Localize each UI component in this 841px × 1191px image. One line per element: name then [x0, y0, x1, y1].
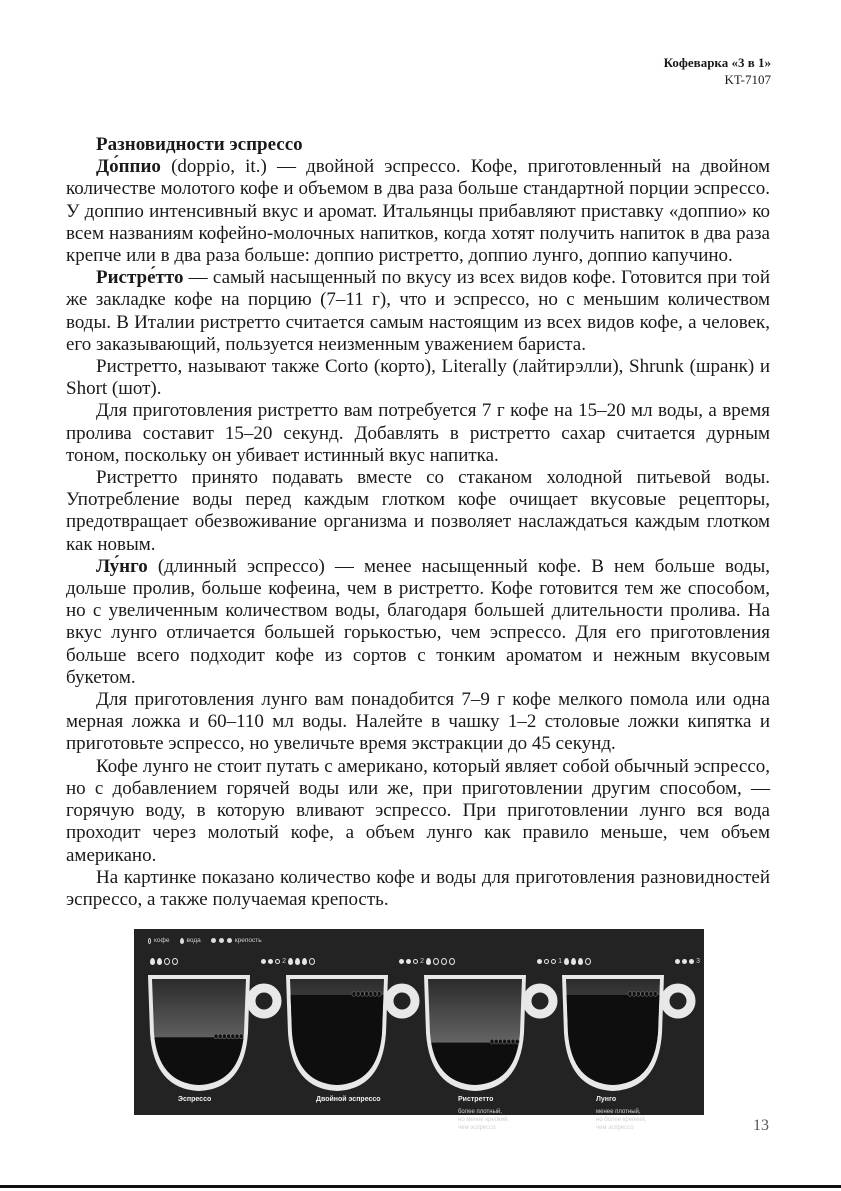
term-doppio: До́ппио	[96, 156, 161, 178]
cup-note: более плотный, но менее крепкий, чем эспрессо	[458, 1109, 509, 1131]
ingredients-icons	[150, 958, 178, 965]
paragraph-lungo-americano: Кофе лунго не стоит путать с американо, который являет собой обычный эспрессо, но с добавлением горячей воды или же, при приготовлении другим способом, — горячую воду, в которую вливают эспрессо. При приготовлении лунго вся вода проходит через молотый кофе, а объем лунго как правило меньше, чем объем американо.	[66, 755, 770, 866]
cup-illustration	[424, 971, 562, 1093]
paragraph-doppio: До́ппио (doppio, it.) — двойной эспрессо. Кофе, приготовленный на двойном количестве молотого кофе и объемом в два раза больше стандартной порции эспрессо. У доппио интенсивный вкус и аромат. Итальянцы прибавляют приставку «доппио» ко всем названиям кофейно-молочных напитков, когда хотят получить напиток в два раза крепче или в два раза больше: доппио ристретто, доппио лунго, доппио капучино.	[66, 156, 770, 267]
crema-bead	[369, 992, 373, 997]
cup-card	[562, 957, 700, 1131]
coffee-fill	[286, 995, 388, 1091]
paragraph-lungo-recipe: Для приготовления лунго вам понадобится 7–9 г кофе мелкого помола или одна мерная ложка и 60–110 мл воды. Налейте в чашку 1–2 столовые ложки кипятка и приготовьте эспрессо, но увеличьте время экстракции до 45 секунд.	[66, 689, 770, 755]
crema-bead	[214, 1034, 218, 1039]
crema-bead	[218, 1034, 222, 1039]
strength-indicator	[399, 958, 424, 965]
ingredients-icons	[288, 958, 315, 965]
legend-water: вода	[186, 937, 201, 944]
cup-illustration	[286, 971, 424, 1093]
crema-bead	[653, 992, 657, 997]
crema-bead	[235, 1034, 239, 1039]
ingredients-icons	[426, 958, 455, 965]
coffee-bean-icon	[148, 938, 151, 944]
coffee-fill	[148, 1037, 250, 1091]
header-model: KT-7107	[724, 72, 771, 87]
coffee-fill	[562, 995, 664, 1091]
page-bottom-rule	[0, 1185, 841, 1188]
paragraph-ristretto-names: Ристретто, называют также Corto (корто), Literally (лайтирэлли), Shrunk (шранк) и Short (шот).	[66, 356, 770, 400]
article	[66, 134, 770, 911]
crema-bead	[636, 992, 640, 997]
crema-bead	[231, 1034, 235, 1039]
crema-bead	[507, 1039, 511, 1044]
cup-name: Ристретто	[458, 1096, 494, 1103]
crema-bead	[490, 1039, 494, 1044]
crema-bead	[498, 1039, 502, 1044]
paragraph-figure-intro: На картинке показано количество кофе и воды для приготовления разновидностей эспрессо, а также получаемая крепость.	[66, 866, 770, 910]
crema-bead	[377, 992, 381, 997]
crema-bead	[645, 992, 649, 997]
crema-bead	[628, 992, 632, 997]
cup-handle	[527, 988, 553, 1014]
infographic-legend	[148, 937, 262, 944]
paragraph-lungo: Лу́нго (длинный эспрессо) — менее насыщенный кофе. В нем больше воды, дольше пролив, больше кофеина, чем в ристретто. Кофе готовится тем же способом, но с увеличенным количеством воды, благодаря большей длительности пролива. На вкус лунго отличается большей горькостью, чем эспрессо. Для его приготовления больше всего подходит кофе из сортов с тонким ароматом и нежным вкусовым букетом.	[66, 555, 770, 688]
article-heading: Разновидности эспрессо	[96, 134, 303, 155]
crema-bead	[227, 1034, 231, 1039]
legend-strength: крепость	[234, 937, 262, 944]
crema-bead	[494, 1039, 498, 1044]
crema-bead	[503, 1039, 507, 1044]
crema-bead	[649, 992, 653, 997]
crema-bead	[239, 1034, 243, 1039]
paragraph-ristretto-recipe: Для приготовления ристретто вам потребуется 7 г кофе на 15–20 мл воды, а время пролива составит 15–20 секунд. Добавлять в ристретто сахар считается дурным тоном, поскольку он убивает истинный вкус напитка.	[66, 400, 770, 466]
cup-card	[286, 957, 424, 1115]
crema-bead	[373, 992, 377, 997]
strength-indicator	[675, 958, 700, 965]
term-lungo: Лу́нго	[96, 555, 148, 577]
cup-card	[148, 957, 286, 1115]
strength-number: 1	[558, 958, 562, 965]
crema-bead	[511, 1039, 515, 1044]
cup-name: Эспрессо	[178, 1096, 212, 1103]
cup-name: Двойной эспрессо	[316, 1096, 381, 1103]
crema-bead	[222, 1034, 226, 1039]
strength-indicator	[261, 958, 286, 965]
strength-dot-icon	[211, 938, 216, 943]
paragraph-ristretto: Ристре́тто — самый насыщенный по вкусу из всех видов кофе. Готовится при той же закладке кофе на порцию (7–11 г), что и эспрессо, но с меньшим количеством воды. В Италии ристретто считается самым настоящим из всех видов кофе, а человек, его заказывающий, пользуется неизменным уважением бариста.	[66, 267, 770, 355]
cup-illustration	[562, 971, 700, 1093]
cup-note: менее плотный, но более крепкий, чем эспрессо	[596, 1109, 647, 1131]
crema-bead	[356, 992, 360, 997]
water-drop-icon	[180, 938, 184, 944]
espresso-infographic	[134, 929, 704, 1131]
strength-number: 3	[696, 958, 700, 965]
page-header	[664, 54, 771, 88]
ingredients-icons	[564, 958, 591, 965]
cup-illustration	[148, 971, 286, 1093]
paragraph-ristretto-water: Ристретто принято подавать вместе со стаканом холодной питьевой воды. Употребление воды перед каждым глотком кофе очищает вкусовые рецепторы, предотвращает обезвоживание организма и позволяет наслаждаться каждым глотком как новым.	[66, 467, 770, 555]
crema-bead	[360, 992, 364, 997]
header-title: Кофеварка «3 в 1»	[663, 55, 771, 70]
legend-coffee: кофе	[154, 937, 170, 944]
crema-bead	[352, 992, 356, 997]
crema-bead	[515, 1039, 519, 1044]
strength-number: 2	[282, 958, 286, 965]
cup-card	[424, 957, 562, 1131]
strength-number: 2	[420, 958, 424, 965]
crema-bead	[632, 992, 636, 997]
term-ristretto: Ристре́тто	[96, 267, 184, 289]
cup-name: Лунго	[596, 1096, 617, 1103]
cup-handle	[665, 988, 691, 1014]
crema-bead	[365, 992, 369, 997]
cup-handle	[251, 988, 277, 1014]
cup-handle	[389, 988, 415, 1014]
strength-indicator	[537, 958, 562, 965]
page-number: 13	[753, 1117, 769, 1134]
crema-bead	[641, 992, 645, 997]
